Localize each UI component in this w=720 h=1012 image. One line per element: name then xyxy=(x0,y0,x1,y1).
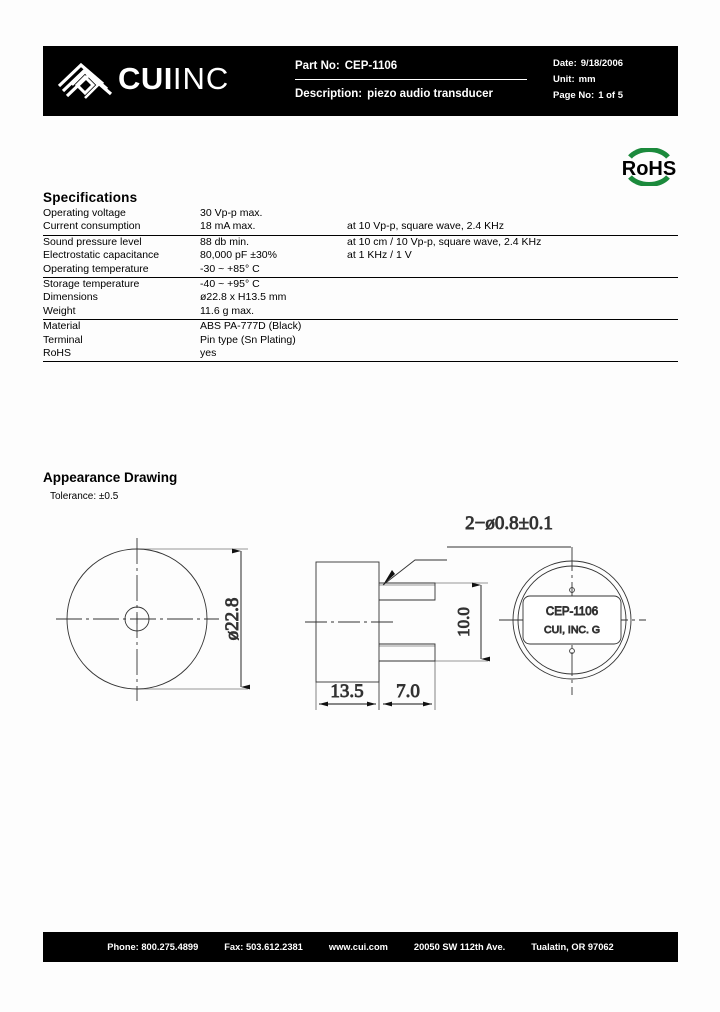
spec-name: Operating voltage xyxy=(43,207,126,219)
rohs-badge-icon xyxy=(618,148,680,186)
brand-inc: INC xyxy=(172,61,230,96)
spec-name: Weight xyxy=(43,305,200,320)
spec-row xyxy=(43,305,678,320)
rohs-text: RoHS xyxy=(621,158,677,180)
spec-value: 88 db min. xyxy=(200,235,250,248)
footer-fax xyxy=(224,942,303,952)
date-value: 9/18/2006 xyxy=(580,58,624,69)
spec-condition xyxy=(347,334,678,347)
spec-name: Storage temperature xyxy=(43,277,140,290)
appearance-drawing xyxy=(43,505,678,720)
footer-phone-label: Phone: xyxy=(107,942,139,952)
footer-website[interactable]: www.cui.com xyxy=(328,942,388,952)
appearance-drawing-title: Appearance Drawing xyxy=(43,470,178,485)
part-no-row xyxy=(295,55,530,77)
tolerance-note: Tolerance: ±0.5 xyxy=(50,491,119,502)
top-view-diameter-label: ø22.8 xyxy=(222,597,243,641)
date-label: Date: xyxy=(553,58,577,69)
brand-name xyxy=(118,59,229,99)
spec-row xyxy=(43,347,678,362)
part-no-label: Part No: xyxy=(295,60,340,72)
bottom-view-label-line1: CEP-1106 xyxy=(545,606,599,618)
spec-value: -30 ~ +85° C xyxy=(200,263,347,278)
header-meta-block xyxy=(553,56,623,104)
description-row xyxy=(295,83,530,105)
spec-name: Current consumption xyxy=(43,220,200,235)
spec-value: 18 mA max. xyxy=(200,220,347,235)
spec-condition xyxy=(347,277,678,291)
spec-value: yes xyxy=(200,347,347,362)
page-footer xyxy=(43,932,678,962)
spec-row xyxy=(43,263,678,278)
cui-logo-icon xyxy=(55,55,113,105)
spec-row xyxy=(43,320,678,334)
page-no-value: 1 of 5 xyxy=(598,90,623,101)
spec-row xyxy=(43,235,678,249)
spec-row xyxy=(43,291,678,304)
spec-row xyxy=(43,220,678,235)
spec-value: -40 ~ +95° C xyxy=(200,277,260,290)
body-width-label: 13.5 xyxy=(330,681,364,702)
footer-phone xyxy=(107,942,198,952)
spec-value: Pin type (Sn Plating) xyxy=(200,333,296,346)
spec-condition: at 10 cm / 10 Vp-p, square wave, 2.4 KHz xyxy=(347,235,542,248)
brand-cui: CUI xyxy=(118,61,173,96)
pin-length-label: 7.0 xyxy=(396,681,420,702)
specifications-title: Specifications xyxy=(43,190,138,205)
spec-condition xyxy=(347,347,678,362)
page-no-label: Page No: xyxy=(553,90,595,101)
spec-row xyxy=(43,277,678,291)
bottom-view-label-line2: CUI, INC. G xyxy=(543,624,601,636)
spec-condition xyxy=(347,263,678,278)
bottom-view-drawing xyxy=(499,547,646,695)
spec-value: 30 Vp-p max. xyxy=(200,207,263,219)
footer-phone-value: 800.275.4899 xyxy=(141,942,199,952)
date-row xyxy=(553,56,623,72)
page-no-row xyxy=(553,88,623,104)
unit-value: mm xyxy=(578,74,596,85)
description-value: piezo audio transducer xyxy=(367,88,493,100)
spec-row xyxy=(43,207,678,220)
spec-row xyxy=(43,334,678,347)
spec-name: Sound pressure level xyxy=(43,235,142,248)
top-view-drawing xyxy=(56,538,248,701)
spec-value: ABS PA-777D (Black) xyxy=(200,320,302,333)
spec-value: ø22.8 x H13.5 mm xyxy=(200,291,287,304)
spec-name: Operating temperature xyxy=(43,263,200,278)
spec-condition: at 1 KHz / 1 V xyxy=(347,249,412,262)
spec-name: Dimensions xyxy=(43,291,98,304)
header-divider xyxy=(295,79,527,80)
unit-label: Unit: xyxy=(553,74,575,85)
spec-value: 11.6 g max. xyxy=(200,305,347,320)
description-label: Description: xyxy=(295,88,363,100)
spec-name: Terminal xyxy=(43,333,83,346)
footer-address: 20050 SW 112th Ave. xyxy=(413,942,506,952)
pin-note-label: 2−ø0.8±0.1 xyxy=(465,513,553,534)
spec-condition xyxy=(347,320,678,334)
spec-condition: at 10 Vp-p, square wave, 2.4 KHz xyxy=(347,220,678,235)
spec-condition xyxy=(347,291,678,304)
spec-condition xyxy=(347,207,678,220)
pin-pitch-label: 10.0 xyxy=(454,607,473,637)
header-part-block xyxy=(295,55,530,105)
spec-name: Electrostatic capacitance xyxy=(43,249,160,262)
unit-row xyxy=(553,72,623,88)
page-header xyxy=(43,46,678,116)
spec-row xyxy=(43,249,678,262)
spec-value: 80,000 pF ±30% xyxy=(200,249,277,262)
spec-name: Material xyxy=(43,320,81,333)
spec-condition xyxy=(347,305,678,320)
spec-name: RoHS xyxy=(43,347,200,362)
footer-city-state-zip: Tualatin, OR 97062 xyxy=(531,942,614,952)
specifications-table xyxy=(43,207,678,362)
specifications-tbody xyxy=(43,207,678,362)
footer-fax-label: Fax: xyxy=(224,942,244,952)
footer-fax-value: 503.612.2381 xyxy=(245,942,303,952)
part-no-value: CEP-1106 xyxy=(344,60,398,72)
